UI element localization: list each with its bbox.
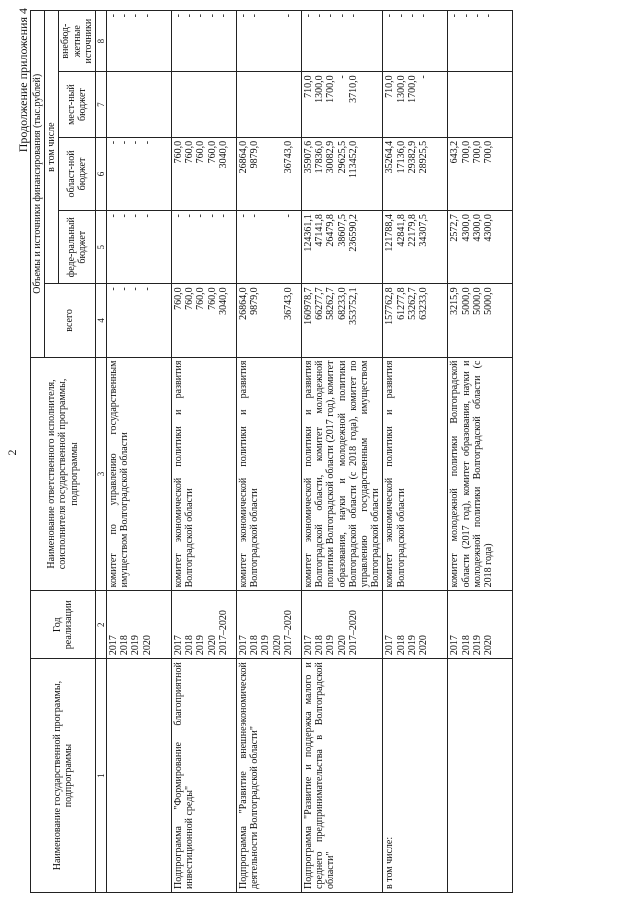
total-value: 26864,0	[238, 287, 250, 320]
continuation-title: Продолжение приложения 4	[16, 8, 30, 153]
extrabudget-value: -	[184, 14, 196, 18]
executor-cell: комитет молодежной политики Волгоградской области (2017 год), комитет образования, науки и молодежной политики Волгоградской области (с 2018 года)	[448, 357, 513, 591]
local-value	[249, 75, 260, 134]
federal-value: 38607,5	[336, 214, 348, 247]
regional-value: 3040,0	[217, 140, 229, 169]
federal-value: -	[238, 214, 250, 218]
federal-value: -	[184, 214, 196, 218]
regional-value: 760,0	[206, 140, 218, 164]
federal-value	[272, 214, 283, 280]
local-value: 710,0	[384, 75, 396, 98]
federal-value: -	[108, 214, 120, 218]
year-value: 2017	[449, 635, 461, 656]
federal-value: -	[173, 214, 185, 218]
page-number: 2	[5, 449, 19, 456]
local-value	[195, 75, 206, 134]
year-cell	[383, 591, 448, 659]
local-cell	[302, 72, 383, 138]
regional-value: 700,0	[471, 140, 483, 164]
year-value: 2019	[195, 635, 207, 656]
federal-value: 121788,4	[384, 214, 396, 252]
extrabudget-value: -	[482, 14, 494, 18]
federal-value: -	[130, 214, 142, 218]
extrabudget-cell	[383, 11, 448, 72]
regional-value: 28925,5	[417, 140, 429, 174]
executor-cell: комитет экономической политики и развития Волгоградской области	[172, 357, 237, 591]
local-value: 1700,0	[325, 75, 337, 103]
total-value: 160978,7	[303, 287, 315, 325]
total-cell	[172, 284, 237, 357]
local-value: 1300,0	[314, 75, 326, 103]
extrabudget-value: -	[471, 14, 483, 18]
extrabudget-value: -	[141, 14, 153, 18]
year-cell	[448, 591, 513, 659]
year-value: 2019	[260, 635, 272, 656]
local-value	[218, 75, 229, 134]
total-value: 157762,8	[384, 287, 396, 325]
year-value: 2020	[141, 635, 153, 656]
extrabudget-value: -	[173, 14, 185, 18]
header-regional: област-ной бюджет	[59, 137, 96, 210]
extrabudget-value: -	[238, 14, 250, 18]
regional-value: -	[108, 140, 120, 145]
year-cell	[172, 591, 237, 659]
regional-value: 29625,5	[336, 140, 348, 174]
year-value: 2018	[184, 635, 196, 656]
year-value: 2017–2020	[347, 610, 359, 656]
regional-value: 17836,0	[314, 140, 326, 174]
federal-value	[260, 214, 271, 280]
year-value: 2019	[471, 635, 483, 656]
regional-value: 643,2	[449, 140, 461, 164]
local-value	[238, 75, 249, 134]
local-value	[184, 75, 195, 134]
year-value: 2017–2020	[282, 610, 294, 656]
extrabudget-value: -	[217, 14, 229, 18]
executor-cell: комитет по управлению государственным имуществом Волгоградской области	[107, 357, 172, 591]
extrabudget-value: -	[303, 14, 315, 18]
extrabudget-value: -	[384, 14, 396, 18]
total-value: 5000,0	[482, 287, 494, 315]
local-value	[472, 75, 483, 134]
year-value: 2018	[314, 635, 326, 656]
total-value: 63233,0	[417, 287, 429, 320]
regional-cell	[448, 137, 513, 210]
extrabudget-cell	[237, 11, 302, 72]
column-number: 4	[95, 284, 106, 357]
regional-value: -	[130, 140, 142, 145]
total-value: 760,0	[206, 287, 218, 310]
total-value: 5000,0	[460, 287, 472, 315]
table-row	[448, 11, 513, 893]
local-value	[108, 75, 119, 134]
local-cell	[383, 72, 448, 138]
local-value	[142, 75, 153, 134]
federal-cell	[302, 211, 383, 284]
table-body	[107, 11, 513, 893]
local-value	[483, 75, 494, 134]
extrabudget-cell	[302, 11, 383, 72]
total-value: 36743,0	[282, 287, 294, 320]
extrabudget-value: -	[195, 14, 207, 18]
local-value: 710,0	[303, 75, 315, 98]
extrabudget-value: -	[206, 14, 218, 18]
program-name-cell: в том числе:	[383, 659, 448, 893]
program-name-cell	[107, 659, 172, 893]
federal-value: 2572,7	[449, 214, 461, 242]
local-cell	[448, 72, 513, 138]
local-value: 3710,0	[347, 75, 359, 103]
table-row	[107, 11, 172, 893]
federal-value: 34307,5	[417, 214, 429, 247]
federal-value: 124361,1	[303, 214, 315, 252]
federal-cell	[383, 211, 448, 284]
table-row	[172, 11, 237, 893]
total-value: 760,0	[195, 287, 207, 310]
federal-value: -	[217, 214, 229, 218]
federal-value: 26479,8	[325, 214, 337, 247]
federal-value: 42841,8	[395, 214, 407, 247]
header-local: мест-ный бюджет	[59, 72, 96, 138]
local-value	[283, 75, 294, 134]
local-value	[260, 75, 271, 134]
regional-value: 9879,0	[249, 140, 261, 169]
total-cell	[107, 284, 172, 357]
local-cell	[107, 72, 172, 138]
local-cell	[237, 72, 302, 138]
extrabudget-value: -	[249, 14, 261, 18]
regional-cell	[172, 137, 237, 210]
regional-value: 700,0	[460, 140, 472, 164]
extrabudget-value: -	[314, 14, 326, 18]
year-value: 2018	[460, 635, 472, 656]
header-including: в том числе	[45, 11, 59, 284]
federal-cell	[172, 211, 237, 284]
year-value: 2019	[325, 635, 337, 656]
total-value: 760,0	[173, 287, 185, 310]
local-value: 1300,0	[395, 75, 407, 103]
regional-cell	[302, 137, 383, 210]
financing-table	[30, 10, 513, 893]
regional-value: 36743,0	[282, 140, 294, 174]
extrabudget-cell	[107, 11, 172, 72]
table-row	[237, 11, 302, 893]
year-value: 2020	[417, 635, 429, 656]
total-value: 760,0	[184, 287, 196, 310]
total-value: 66277,7	[314, 287, 326, 320]
total-cell	[302, 284, 383, 357]
local-value	[449, 75, 460, 134]
column-number: 2	[95, 591, 106, 659]
regional-value: 760,0	[195, 140, 207, 164]
total-value: 3040,0	[217, 287, 229, 315]
year-value: 2020	[271, 635, 283, 656]
total-value: 5000,0	[471, 287, 483, 315]
extrabudget-cell	[448, 11, 513, 72]
program-name-cell	[448, 659, 513, 893]
extrabudget-value: -	[282, 14, 294, 18]
header-year: Год реализации	[31, 591, 96, 659]
total-value: 58262,7	[325, 287, 337, 320]
year-value: 2019	[406, 635, 418, 656]
regional-value: 17136,0	[395, 140, 407, 174]
regional-value: -	[141, 140, 153, 145]
extrabudget-value: -	[347, 14, 359, 18]
total-value: -	[141, 287, 153, 291]
year-value: 2017	[173, 635, 185, 656]
total-cell	[237, 284, 302, 357]
header-executor: Наименование ответственного исполнителя, соисполнителя государственной программы, подпрограммы	[31, 357, 96, 591]
local-cell	[172, 72, 237, 138]
regional-cell	[107, 137, 172, 210]
year-value: 2017	[108, 635, 120, 656]
extrabudget-value: -	[325, 14, 337, 18]
year-value: 2018	[119, 635, 131, 656]
executor-cell: комитет экономической политики и развития Волгоградской области	[383, 357, 448, 591]
local-value	[119, 75, 130, 134]
extrabudget-value	[272, 14, 283, 68]
federal-cell	[237, 211, 302, 284]
table-row	[302, 11, 383, 893]
year-value: 2017	[384, 635, 396, 656]
total-cell	[448, 284, 513, 357]
local-value	[130, 75, 141, 134]
extrabudget-value: -	[449, 14, 461, 18]
regional-value	[260, 141, 271, 207]
total-value: 3215,9	[449, 287, 461, 315]
regional-value: 700,0	[482, 140, 494, 164]
regional-value: 113452,0	[347, 140, 359, 179]
total-value	[260, 287, 271, 353]
local-value	[272, 75, 283, 134]
year-value: 2020	[336, 635, 348, 656]
regional-value: 35264,4	[384, 140, 396, 174]
extrabudget-value: -	[119, 14, 131, 18]
local-value	[207, 75, 218, 134]
federal-value: -	[141, 214, 153, 218]
regional-value: 35907,6	[303, 140, 315, 174]
program-name-cell: Подпрограмма "Развитие и поддержка малого и среднего предпринимательства в Волгоградской области"	[302, 659, 383, 893]
extrabudget-value: -	[336, 14, 348, 18]
year-cell	[107, 591, 172, 659]
year-cell	[237, 591, 302, 659]
extrabudget-cell	[172, 11, 237, 72]
total-value	[272, 287, 283, 353]
header-funding: Объемы и источники финансирования (тыс.рублей)	[31, 11, 45, 358]
federal-value: 22179,8	[406, 214, 418, 247]
federal-value: -	[119, 214, 131, 218]
program-name-cell: Подпрограмма "Развитие внешнеэкономической деятельности Волгоградской области"	[237, 659, 302, 893]
year-value: 2018	[249, 635, 261, 656]
federal-value: -	[282, 214, 294, 218]
total-value: 53262,7	[406, 287, 418, 320]
header-program: Наименование государственной программы, подпрограммы	[31, 659, 96, 893]
extrabudget-value: -	[460, 14, 472, 18]
extrabudget-value	[260, 14, 271, 68]
column-number: 8	[95, 11, 106, 72]
local-value: -	[336, 75, 348, 79]
executor-cell: комитет экономической политики и развития Волгоградской области, комитет молодежной политики Волгоградской области (2017 год), комитет образования, науки и молодежной политики Волгоградской области (с 2018 года), комитет по управлению государственным имуществом Волгоградской области	[302, 357, 383, 591]
regional-value: 760,0	[173, 140, 185, 164]
total-cell	[383, 284, 448, 357]
program-name-cell: Подпрограмма "Формирование благоприятной инвестиционной среды"	[172, 659, 237, 893]
total-value: -	[130, 287, 142, 291]
total-value: -	[108, 287, 120, 291]
extrabudget-value: -	[406, 14, 418, 18]
total-value: -	[119, 287, 131, 291]
regional-value: -	[119, 140, 131, 145]
year-cell	[302, 591, 383, 659]
local-value	[461, 75, 472, 134]
regional-value: 29382,9	[406, 140, 418, 174]
header-extrabudget: внебюд-жетные источники	[59, 11, 96, 72]
local-value: -	[417, 75, 429, 79]
table-row	[383, 11, 448, 893]
total-value: 353752,1	[347, 287, 359, 325]
year-value: 2017	[303, 635, 315, 656]
total-value: 68233,0	[336, 287, 348, 320]
local-value	[173, 75, 184, 134]
year-value: 2017	[238, 635, 250, 656]
federal-value: 4300,0	[482, 214, 494, 242]
federal-value: 236590,2	[347, 214, 359, 252]
header-federal: феде-ральный бюджет	[59, 211, 96, 284]
total-value: 9879,0	[249, 287, 261, 315]
regional-value	[272, 141, 283, 207]
federal-value: 47141,8	[314, 214, 326, 247]
extrabudget-value: -	[108, 14, 120, 18]
federal-value: -	[195, 214, 207, 218]
federal-cell	[107, 211, 172, 284]
year-value: 2020	[206, 635, 218, 656]
federal-value: -	[206, 214, 218, 218]
column-number: 3	[95, 357, 106, 591]
federal-value: -	[249, 214, 261, 218]
regional-value: 760,0	[184, 140, 196, 164]
extrabudget-value: -	[417, 14, 429, 18]
extrabudget-value: -	[130, 14, 142, 18]
year-value: 2019	[130, 635, 142, 656]
total-value: 61277,8	[395, 287, 407, 320]
year-value: 2017–2020	[217, 610, 229, 656]
year-value: 2018	[395, 635, 407, 656]
column-number: 5	[95, 211, 106, 284]
regional-value: 26864,0	[238, 140, 250, 174]
regional-cell	[237, 137, 302, 210]
federal-cell	[448, 211, 513, 284]
federal-value: 4300,0	[460, 214, 472, 242]
column-number: 6	[95, 137, 106, 210]
year-value: 2020	[482, 635, 494, 656]
federal-value: 4300,0	[471, 214, 483, 242]
column-number: 1	[95, 659, 106, 893]
local-value: 1700,0	[406, 75, 418, 103]
regional-value: 30082,9	[325, 140, 337, 174]
extrabudget-value: -	[395, 14, 407, 18]
regional-cell	[383, 137, 448, 210]
executor-cell: комитет экономической политики и развития Волгоградской области	[237, 357, 302, 591]
header-total: всего	[45, 284, 96, 357]
column-number: 7	[95, 72, 106, 138]
